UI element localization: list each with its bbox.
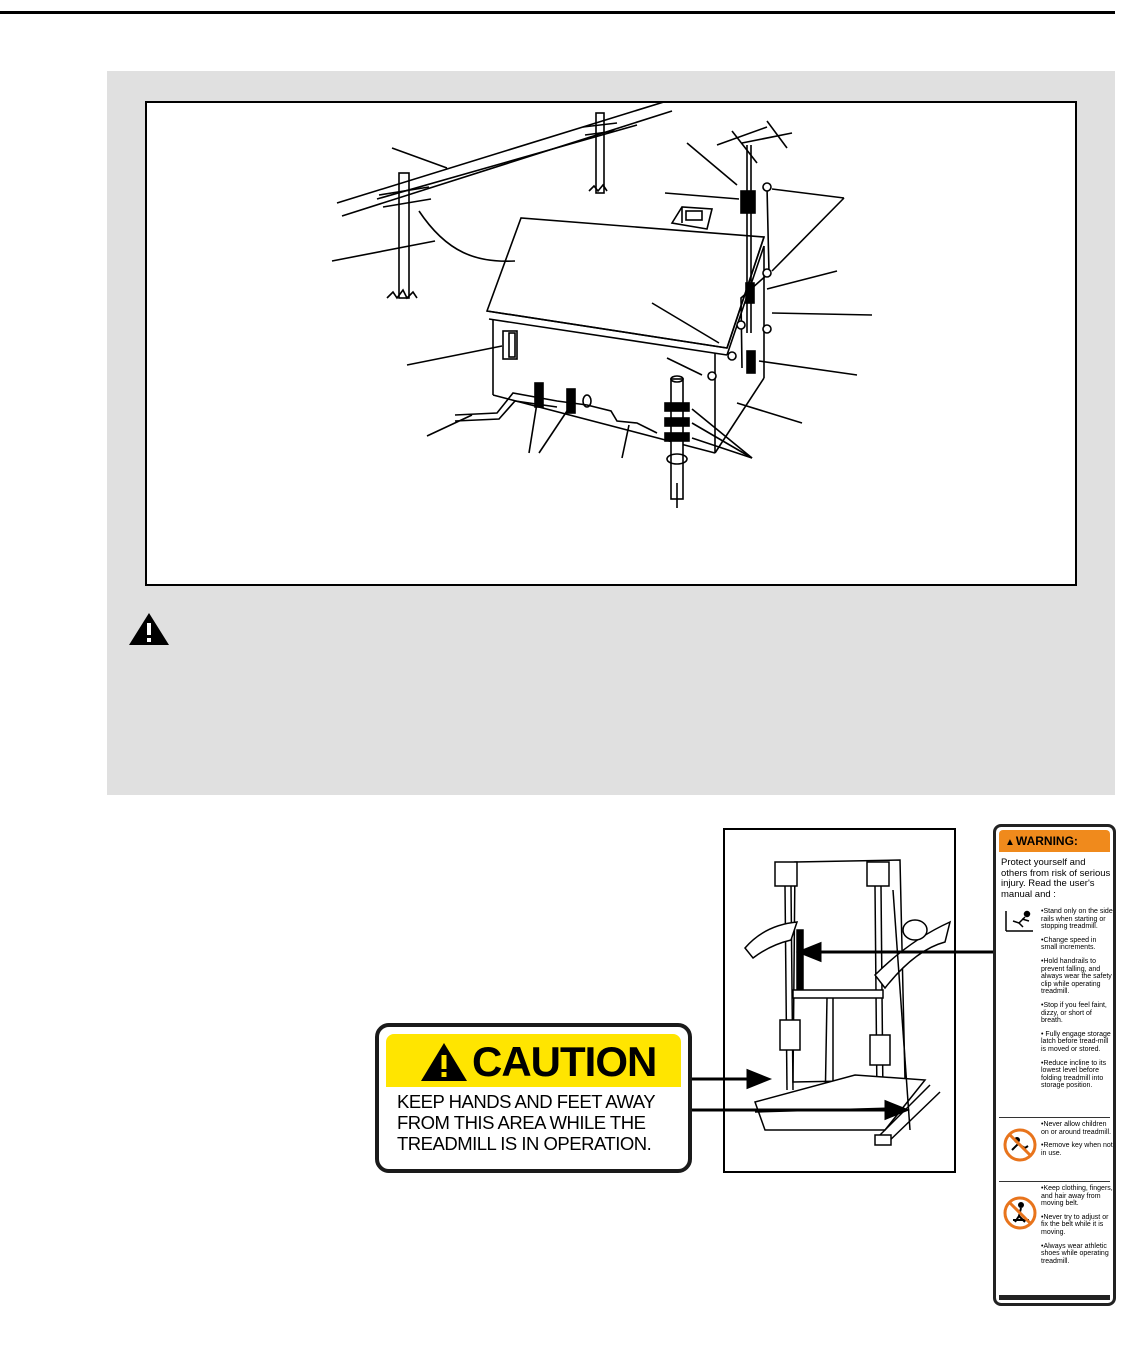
caution-line: KEEP HANDS AND FEET AWAY (397, 1091, 656, 1112)
caution-triangle-icon (420, 1042, 468, 1082)
warning-title: WARNING: (1015, 834, 1078, 848)
warning-item: •Reduce incline to its lowest level before folding treadmill into storage position. (1041, 1059, 1107, 1090)
warning-decal (993, 824, 1116, 1306)
warning-list-children (1041, 1121, 1114, 1163)
antenna-grounding-diagram (145, 101, 1077, 586)
warning-section-children (999, 1117, 1113, 1178)
warning-item: •Remove key when not in use. (1041, 1142, 1113, 1157)
warning-small-triangle-icon: ▲ (1005, 837, 1015, 848)
warning-item: • Fully engage storage latch before tread-mill is moved or stored. (1041, 1030, 1111, 1053)
warning-section-operation (999, 905, 1113, 1113)
warning-intro: Protect yourself and others from risk of serious injury. Read the user's manual and : (1001, 857, 1111, 900)
treadmill-illustration-box (723, 828, 956, 1173)
caution-line: FROM THIS AREA WHILE THE (397, 1112, 646, 1133)
caution-line: TREADMILL IS IN OPERATION. (397, 1133, 652, 1154)
warning-header (999, 830, 1110, 852)
folded-treadmill-illustration (725, 830, 954, 1171)
warning-item: •Change speed in small increments. (1041, 936, 1097, 952)
warning-item: •Stop if you feel faint, dizzy, or short of breath. (1041, 1001, 1107, 1025)
warning-item: •Never allow children on or around treadmill. (1041, 1121, 1112, 1136)
moving-belt-hazard-icon (1003, 1196, 1037, 1230)
no-children-icon (1003, 1128, 1037, 1162)
warning-triangle-icon (128, 612, 170, 646)
caution-label (375, 1023, 692, 1173)
warning-section-belt (999, 1181, 1113, 1300)
house-grounding-illustration (147, 103, 1075, 584)
warning-item: •Always wear athletic shoes while operating treadmill. (1041, 1242, 1109, 1265)
warning-list-belt (1041, 1185, 1114, 1271)
warning-item: •Keep clothing, fingers, and hair away from moving belt. (1041, 1185, 1113, 1208)
warning-item: •Never try to adjust or fix the belt while it is moving. (1041, 1213, 1109, 1236)
caution-title: CAUTION (472, 1038, 657, 1085)
warning-bottom-bar (999, 1295, 1110, 1300)
warning-item: •Stand only on the side rails when starting or stopping treadmill. (1041, 908, 1113, 931)
falling-person-icon (1003, 909, 1035, 935)
caution-text (397, 1091, 680, 1154)
top-rule (0, 11, 1115, 14)
warning-item: •Hold handrails to prevent falling, and always wear the safety clip while operating treadmill. (1041, 957, 1112, 996)
warning-list-operation (1041, 908, 1114, 1096)
caution-header (386, 1034, 681, 1087)
